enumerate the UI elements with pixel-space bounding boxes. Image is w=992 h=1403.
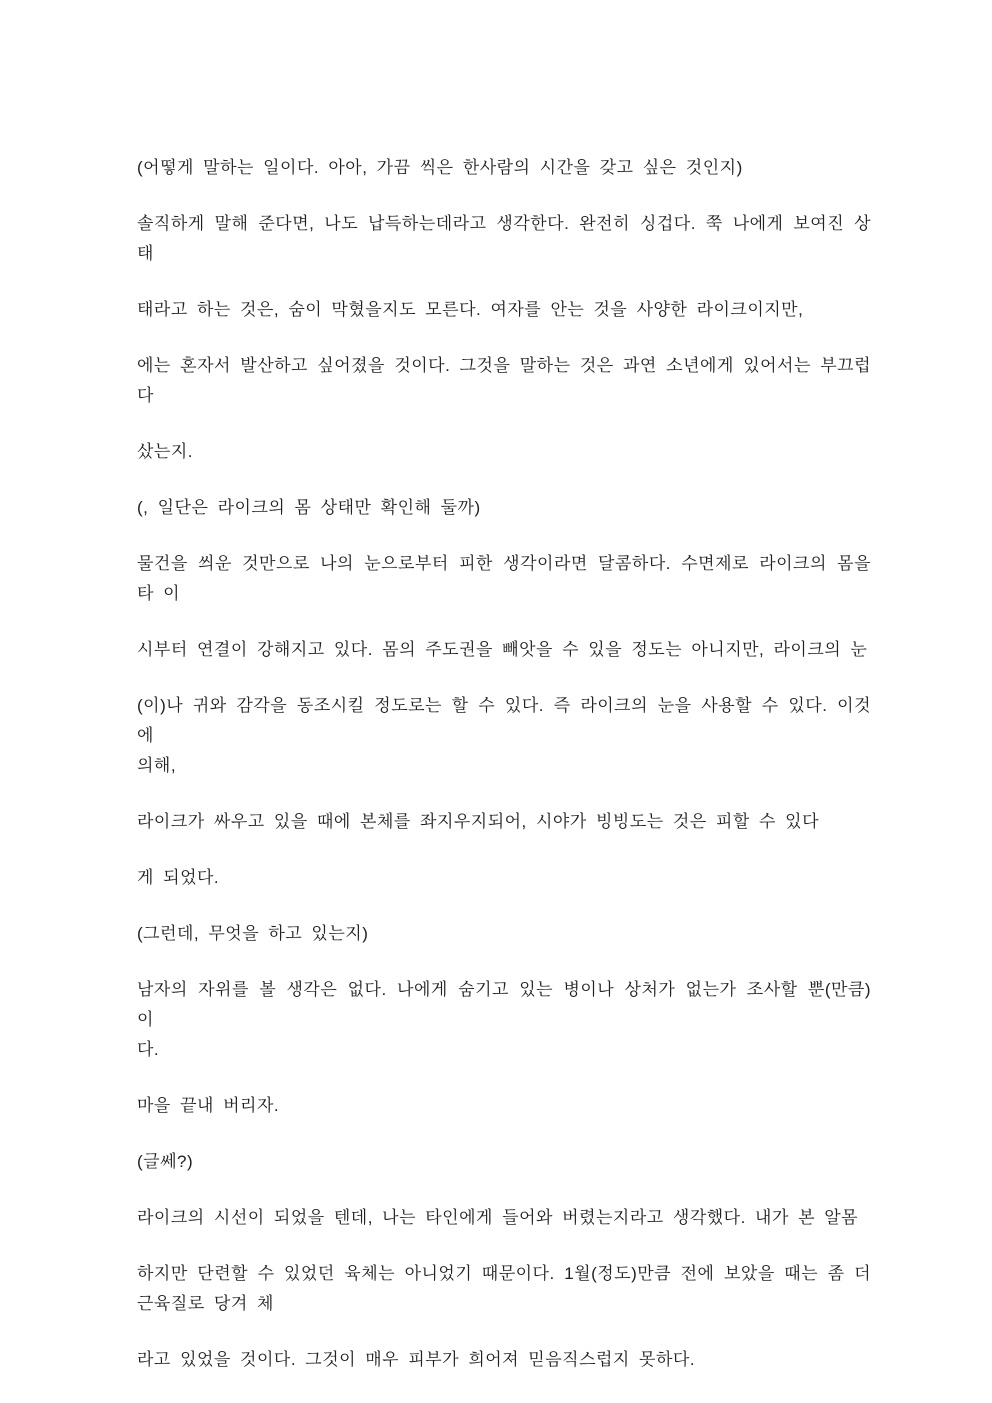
paragraph-line: 솔직하게 말해 준다면, 나도 납득하는데라고 생각한다. 완전히 싱겁다. 쭉 나에게 보여진 상태 (137, 214, 871, 263)
paragraph (137, 975, 871, 1065)
paragraph (137, 209, 871, 269)
paragraph-line: 샀는지. (137, 442, 193, 461)
paragraph-line: 시부터 연결이 강해지고 있다. 몸의 주도권을 빼앗을 수 있을 정도는 아니지만, 라이크의 눈 (137, 640, 868, 659)
paragraph (137, 437, 871, 467)
paragraph-line: (, 일단은 라이크의 몸 상태만 확인해 둘까) (137, 498, 481, 517)
paragraph-line: 근육질로 당겨 체 (137, 1294, 274, 1313)
paragraph-line: 물건을 씌운 것만으로 나의 눈으로부터 피한 생각이라면 달콤하다. 수면제로 라이크의 몸을 (137, 554, 871, 573)
paragraph (137, 549, 871, 609)
paragraph-line: (그런데, 무엇을 하고 있는지) (137, 924, 369, 943)
paragraph (137, 351, 871, 411)
paragraph (137, 635, 871, 665)
paragraph (137, 1345, 871, 1375)
paragraph-line: (어떻게 말하는 일이다. 아아, 가끔 씩은 한사람의 시간을 갖고 싶은 것인지) (137, 158, 743, 177)
paragraph-line: 라고 있었을 것이다. 그것이 매우 피부가 희어져 믿음직스럽지 못하다. (137, 1350, 696, 1369)
paragraph-line: 태라고 하는 것은, 숨이 막혔을지도 모른다. 여자를 안는 것을 사양한 라이크이지만, (137, 300, 804, 319)
paragraph-line: 라이크가 싸우고 있을 때에 본체를 좌지우지되어, 시야가 빙빙도는 것은 피할 수 있다 (137, 812, 820, 831)
paragraph-line: 다. (137, 1040, 160, 1059)
paragraph-line: 의해, (137, 756, 177, 775)
paragraph-line: 타 이 (137, 584, 181, 603)
paragraph-line: 라이크의 시선이 되었을 텐데, 나는 타인에게 들어와 버렸는지라고 생각했다. 내가 본 알몸 (137, 1208, 859, 1227)
paragraph-line: (글쎄?) (137, 1152, 194, 1171)
paragraph (137, 295, 871, 325)
paragraph-line: 게 되었다. (137, 868, 220, 887)
paragraph-line: 다 (137, 386, 154, 405)
paragraph (137, 1259, 871, 1319)
paragraph-line: (이)나 귀와 감각을 동조시킬 정도로는 할 수 있다. 즉 라이크의 눈을 사용할 수 있다. 이것에 (137, 696, 871, 745)
paragraph (137, 1091, 871, 1121)
paragraph (137, 1147, 871, 1177)
text-content (137, 153, 871, 1401)
paragraph (137, 863, 871, 893)
paragraph (137, 691, 871, 781)
paragraph-line: 남자의 자위를 볼 생각은 없다. 나에게 숨기고 있는 병이나 상처가 없는가 조사할 뿐(만큼)이 (137, 980, 871, 1029)
paragraph (137, 153, 871, 183)
paragraph-line: 하지만 단련할 수 있었던 육체는 아니었기 때문이다. 1월(정도)만큼 전에 보았을 때는 좀 더 (137, 1264, 871, 1283)
paragraph (137, 1203, 871, 1233)
paragraph (137, 493, 871, 523)
paragraph-line: 마을 끝내 버리자. (137, 1096, 280, 1115)
paragraph-line: 에는 혼자서 발산하고 싶어졌을 것이다. 그것을 말하는 것은 과연 소년에게 있어서는 부끄럽 (137, 356, 871, 375)
paragraph (137, 919, 871, 949)
paragraph (137, 807, 871, 837)
